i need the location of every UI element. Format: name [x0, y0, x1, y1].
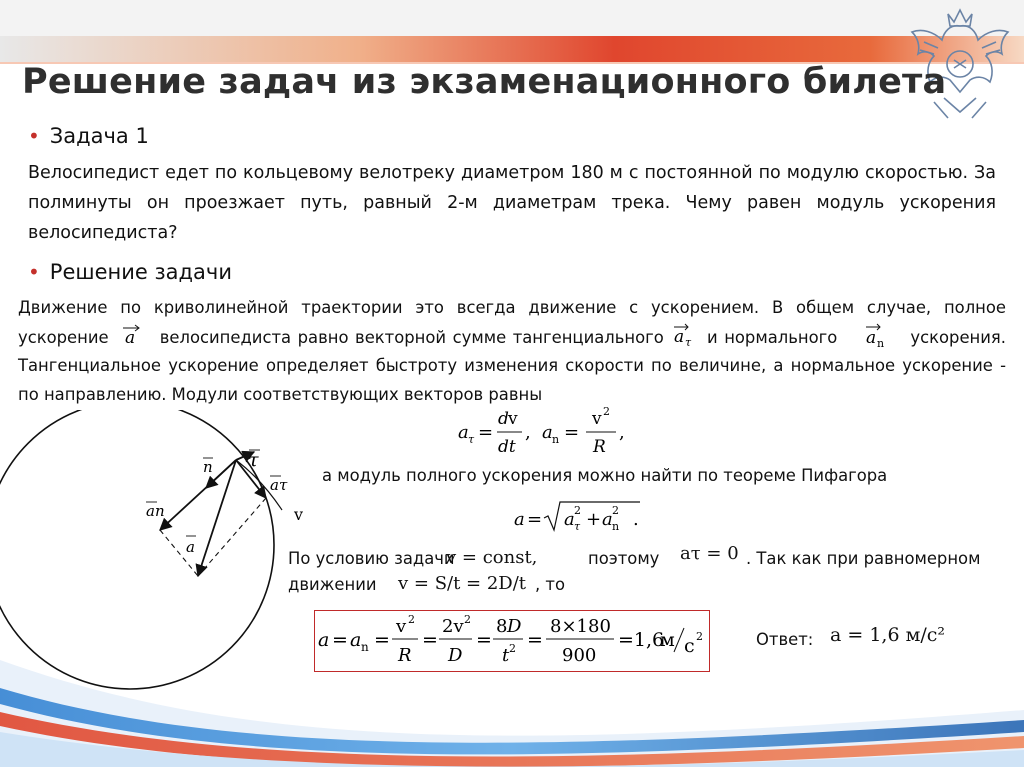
svg-text:d: d	[498, 409, 509, 429]
answer-label: Ответ:	[756, 630, 814, 649]
svg-text:a: a	[458, 422, 469, 443]
svg-text:м: м	[660, 629, 675, 651]
bullet-icon: •	[28, 260, 40, 284]
svg-text:a: a	[564, 509, 575, 530]
svg-text:2: 2	[696, 630, 703, 643]
svg-text:=1,6: =1,6	[618, 629, 665, 651]
svg-text:=: =	[422, 629, 438, 651]
solution-text-3: и нормального	[706, 327, 838, 347]
solution-heading	[28, 260, 232, 284]
condition-mid: поэтому	[588, 549, 660, 568]
pythagoras-text: а модуль полного ускорения можно найти по теореме Пифагора	[322, 466, 888, 485]
svg-text:v: v	[396, 616, 407, 637]
label-a-n-group	[146, 502, 165, 520]
svg-text:2: 2	[574, 504, 581, 517]
solution-text-4: ускорения. Тангенциальное ускорение определяет быстроту изменения скорости по величине, а нормальное ускорение - по направлению. Модули соответствующих векторов равны	[18, 327, 1006, 404]
solution-paragraph	[18, 294, 1006, 409]
svg-text:n: n	[361, 640, 369, 654]
svg-text:R: R	[593, 437, 606, 457]
svg-text:a: a	[865, 327, 876, 348]
label-n-group	[203, 458, 213, 476]
label-n: n	[203, 458, 213, 476]
label-a-group	[186, 536, 196, 556]
svg-text:v: v	[592, 409, 602, 429]
condition-suffix: . Так как при равномерном	[746, 549, 981, 568]
slide-title: Решение задач из экзаменационного билета	[22, 62, 947, 102]
formula-components	[458, 402, 638, 464]
svg-text:D: D	[448, 645, 463, 666]
svg-text:=: =	[478, 422, 494, 443]
svg-text:900: 900	[562, 645, 597, 666]
label-a: a	[186, 538, 195, 556]
bullet-icon: •	[28, 124, 40, 148]
svg-text:dt: dt	[498, 437, 516, 457]
vector-a-inline	[115, 323, 153, 353]
svg-text:a: a	[514, 509, 525, 530]
svg-text:=: =	[564, 422, 580, 443]
task-text: Велосипедист едет по кольцевому велотреку диаметром 180 м с постоянной по модулю скоростью. За полминуты он проезжает путь, равный 2-м диаметрам трека. Чему равен модуль ускорения велосипедиста?	[28, 163, 996, 243]
vector-a-n-inline	[844, 323, 904, 353]
solution-text-1: Движение по криволинейной траектории это всегда движение с ускорением. В общем случае, полное ускорение	[18, 298, 1006, 347]
svg-text:τ: τ	[574, 520, 581, 533]
label-v: v	[294, 505, 304, 524]
svg-text:n: n	[876, 336, 884, 349]
solution-heading-text: Решение задачи	[49, 260, 232, 284]
svg-text:=: =	[374, 629, 390, 651]
svg-text:.: .	[633, 509, 639, 530]
svg-text:a: a	[318, 629, 330, 651]
label-a-tau-group	[270, 476, 288, 494]
svg-text:8×180: 8×180	[550, 616, 611, 637]
svg-text:a: a	[602, 509, 613, 530]
svg-text:+: +	[586, 509, 602, 530]
svg-text:R: R	[398, 645, 412, 666]
a-tau-zero: aτ = 0	[680, 543, 739, 564]
svg-text:=: =	[527, 629, 543, 651]
svg-text:2: 2	[408, 613, 415, 626]
task-heading-text: Задача 1	[49, 124, 149, 148]
motion-prefix: движении	[288, 575, 377, 594]
answer-value: a = 1,6 м/с²	[830, 624, 946, 646]
svg-text:2: 2	[603, 405, 610, 418]
svg-text:a: a	[350, 629, 362, 651]
svg-text:2: 2	[612, 504, 619, 517]
svg-text:2: 2	[509, 642, 516, 655]
v-eq: v = S/t = 2D/t	[398, 573, 527, 594]
label-a-n: an	[146, 502, 165, 520]
condition-prefix: По условию задачи	[288, 549, 455, 568]
bottom-waves	[0, 600, 1024, 767]
svg-text:n: n	[552, 433, 560, 446]
svg-text:=: =	[332, 629, 348, 651]
svg-text:t: t	[502, 645, 510, 666]
svg-text:2v: 2v	[442, 616, 464, 637]
svg-text:2: 2	[464, 613, 471, 626]
svg-text:a: a	[542, 422, 553, 443]
svg-text:8: 8	[496, 616, 508, 637]
svg-text:,: ,	[619, 422, 625, 443]
label-tau: τ	[248, 449, 259, 471]
formula-pythagoras	[512, 496, 652, 536]
svg-text:n: n	[612, 520, 620, 533]
svg-text:с: с	[684, 635, 695, 657]
svg-text:a: a	[125, 327, 136, 347]
label-tau-group	[248, 449, 260, 471]
label-a-tau: aτ	[270, 476, 288, 494]
svg-text:=: =	[527, 509, 543, 530]
vector-a-tau-inline	[670, 323, 700, 353]
svg-text:D: D	[507, 616, 522, 637]
svg-text:,: ,	[525, 422, 531, 443]
v-const: v = const,	[446, 547, 538, 568]
svg-text:=: =	[476, 629, 492, 651]
solution-text-2: велосипедиста равно векторной сумме тангенциального	[159, 327, 664, 347]
svg-text:v: v	[508, 409, 518, 429]
motion-suffix: , то	[535, 575, 565, 594]
task-heading	[28, 124, 149, 148]
svg-text:a: a	[674, 326, 685, 347]
svg-text:τ: τ	[685, 335, 692, 347]
svg-text:τ: τ	[468, 433, 475, 446]
